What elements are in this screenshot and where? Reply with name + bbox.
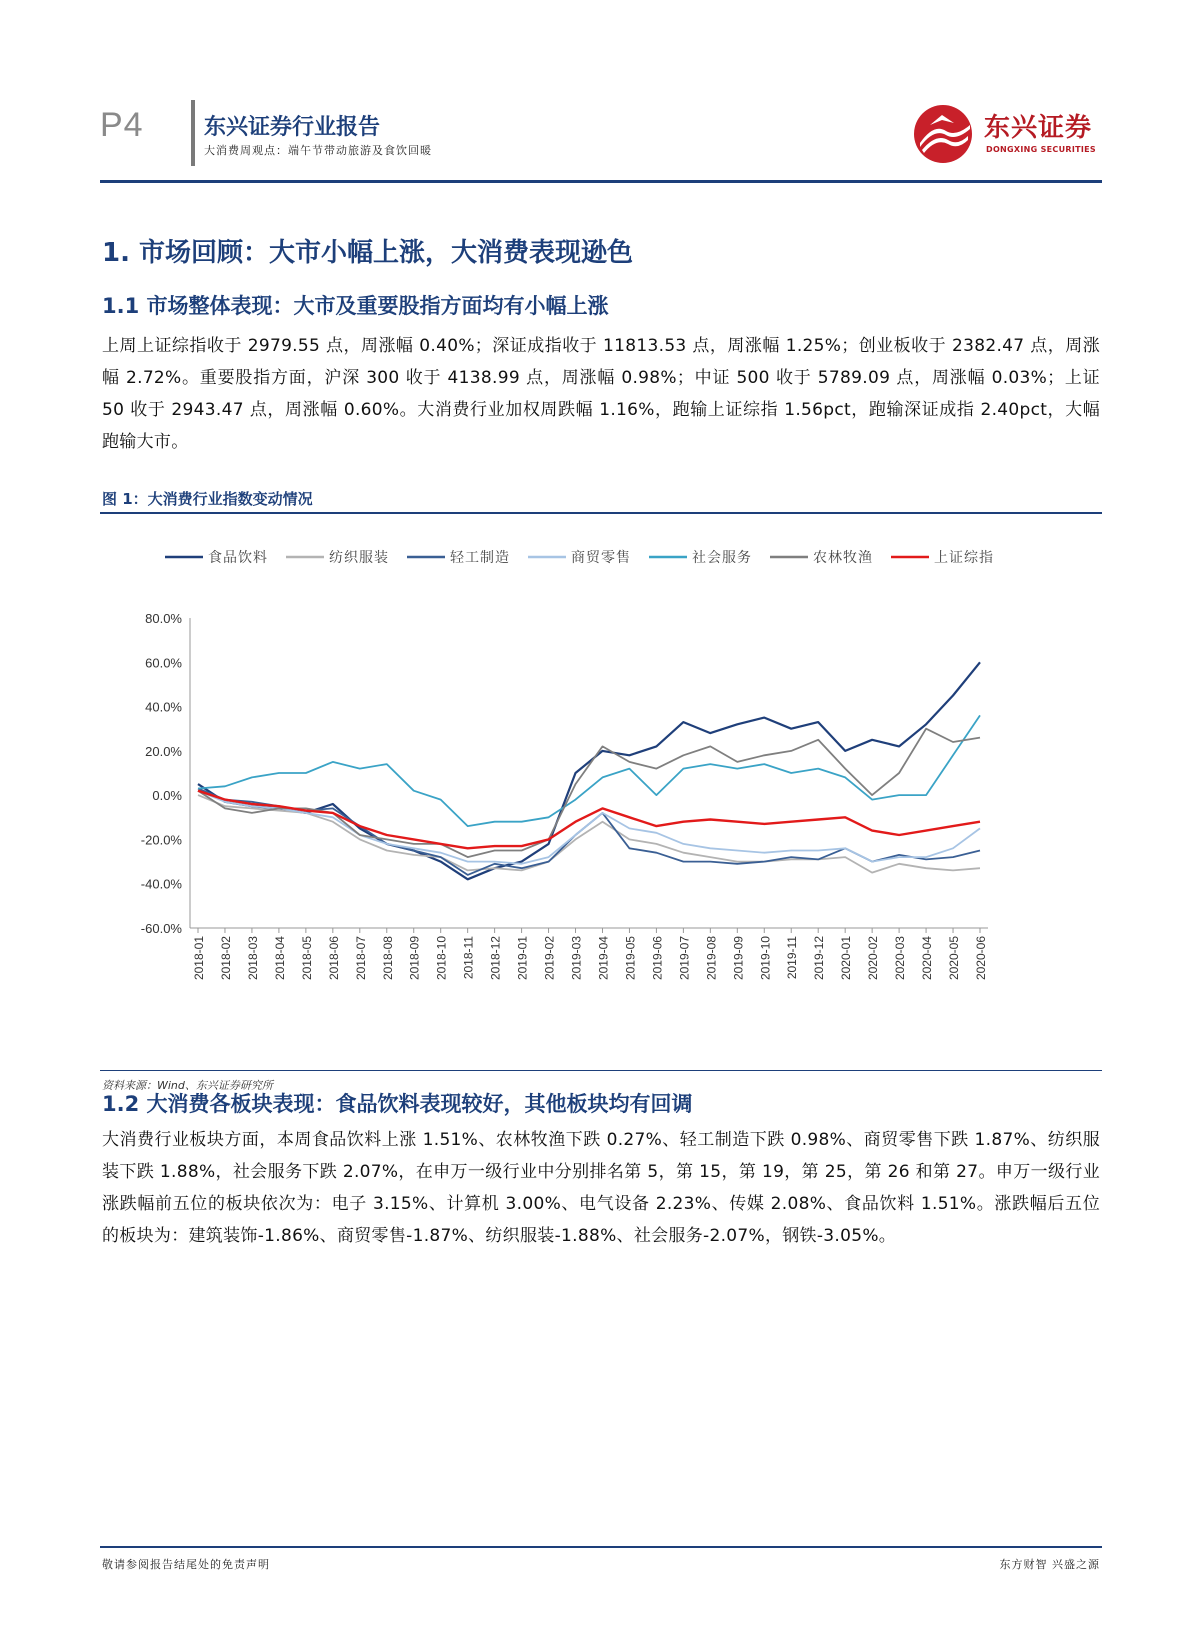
x-tick-label: 2019-01: [515, 936, 530, 981]
footer-slogan: 东方财智 兴盛之源: [999, 1558, 1100, 1571]
footer-rule: [100, 1546, 1102, 1548]
x-tick-label: 2019-03: [569, 936, 584, 981]
x-tick-label: 2019-04: [596, 936, 611, 981]
y-tick-label: 0.0%: [152, 788, 182, 804]
sector-performance-paragraph: 大消费行业板块方面，本周食品饮料上涨 1.51%、农林牧渔下跌 0.27%、轻工制造下跌 0.98%、商贸零售下跌 1.87%、纺织服装下跌 1.88%，社会服务下跌 2.07%，在申万一级行业中分别排名第 5，第 15，第 19，第 25，第 26 和第 27。申万一级行业涨跌幅前五位的板块依次为：电子 3.15%、计算机 3.00%、电气设备 2.23%、传媒 2.08%、食品饮料 1.51%。涨跌幅后五位的板块为：建筑装饰-1.86%、商贸零售-1.87%、纺织服装-1.88%、社会服务-2.07%，钢铁-3.05%。: [102, 1130, 1100, 1246]
report-title: 东兴证券行业报告: [204, 115, 381, 140]
x-tick-label: 2018-04: [272, 936, 287, 981]
x-tick-label: 2018-09: [407, 936, 422, 981]
series-line-2: [198, 795, 980, 873]
series-line-3: [198, 789, 980, 875]
legend-label-3: 轻工制造: [450, 550, 510, 566]
y-tick-label: 20.0%: [145, 743, 182, 759]
figure-source: 资料来源：Wind、东兴证券研究所: [102, 1079, 273, 1092]
series-line-1: [198, 662, 980, 879]
x-tick-label: 2018-10: [434, 936, 449, 981]
x-tick-label: 2020-06: [974, 936, 988, 981]
y-tick-label: 80.0%: [145, 611, 182, 626]
y-tick-label: -20.0%: [140, 832, 182, 848]
legend-label-5: 社会服务: [692, 550, 752, 566]
x-tick-label: 2018-07: [353, 936, 368, 981]
x-tick-label: 2019-12: [812, 936, 827, 981]
x-tick-label: 2020-04: [920, 936, 935, 981]
x-tick-label: 2019-11: [785, 936, 800, 980]
logo-emblem-icon: [912, 103, 978, 165]
x-tick-label: 2018-05: [299, 936, 314, 981]
x-tick-label: 2019-09: [731, 936, 746, 981]
x-tick-label: 2018-08: [380, 936, 395, 981]
legend-label-1: 食品饮料: [208, 550, 268, 566]
x-tick-label: 2018-12: [488, 936, 503, 981]
legend-label-6: 农林牧渔: [813, 550, 873, 566]
figure-bottom-rule: [100, 1070, 1102, 1071]
y-tick-label: -40.0%: [140, 876, 182, 892]
footer-disclaimer: 敬请参阅报告结尾处的免责声明: [102, 1558, 270, 1571]
x-tick-label: 2019-07: [677, 936, 692, 981]
y-tick-label: 60.0%: [145, 655, 182, 671]
y-tick-label: 40.0%: [145, 699, 182, 715]
figure-rule: [100, 512, 1102, 514]
subsection-heading-1-1: 1.1 市场整体表现：大市及重要股指方面均有小幅上涨: [102, 294, 609, 318]
logo-text-en: DONGXING SECURITIES: [986, 145, 1096, 154]
legend-label-7: 上证综指: [934, 550, 994, 566]
x-tick-label: 2020-05: [947, 936, 962, 981]
header-rule: [100, 180, 1102, 183]
line-chart: [100, 545, 1100, 1065]
company-logo: [912, 103, 1102, 165]
x-tick-label: 2018-03: [245, 936, 260, 981]
x-tick-label: 2019-08: [704, 936, 719, 981]
x-tick-label: 2020-03: [893, 936, 908, 981]
x-tick-label: 2019-02: [542, 936, 557, 981]
y-tick-label: -60.0%: [140, 921, 182, 936]
market-summary-paragraph: 上周上证综指收于 2979.55 点，周涨幅 0.40%；深证成指收于 11813.53 点，周涨幅 1.25%；创业板收于 2382.47 点，周涨幅 2.72%。重要股指方面，沪深 300 收于 4138.99 点，周涨幅 0.98%；中证 500 收于 5789.09 点，周涨幅 0.03%；上证 50 收于 2943.47 点，周涨幅 0.60%。大消费行业加权周跌幅 1.16%，跑输上证综指 1.56pct，跑输深证成指 2.40pct，大幅跑输大市。: [102, 336, 1100, 452]
x-tick-label: 2019-06: [650, 936, 665, 981]
legend-label-2: 纺织服装: [329, 550, 389, 566]
page-number: P4: [100, 106, 144, 144]
x-tick-label: 2019-05: [623, 936, 638, 981]
report-subtitle: 大消费周观点：端午节带动旅游及食饮回暖: [204, 144, 432, 157]
x-tick-label: 2020-01: [839, 936, 854, 981]
x-tick-label: 2018-06: [326, 936, 341, 981]
x-tick-label: 2019-10: [758, 936, 773, 981]
x-tick-label: 2020-02: [866, 936, 881, 981]
header-divider: [191, 100, 195, 166]
legend-label-4: 商贸零售: [571, 550, 631, 566]
x-tick-label: 2018-01: [192, 936, 206, 981]
series-line-7: [198, 791, 980, 849]
x-tick-label: 2018-11: [461, 936, 476, 980]
figure-title: 图 1：大消费行业指数变动情况: [102, 490, 313, 508]
logo-text: 东兴证券: [984, 113, 1093, 143]
x-tick-label: 2018-02: [218, 936, 233, 981]
section-heading: 1. 市场回顾：大市小幅上涨，大消费表现逊色: [102, 238, 634, 268]
subsection-heading-1-2: 1.2 大消费各板块表现：食品饮料表现较好，其他板块均有回调: [102, 1092, 693, 1116]
